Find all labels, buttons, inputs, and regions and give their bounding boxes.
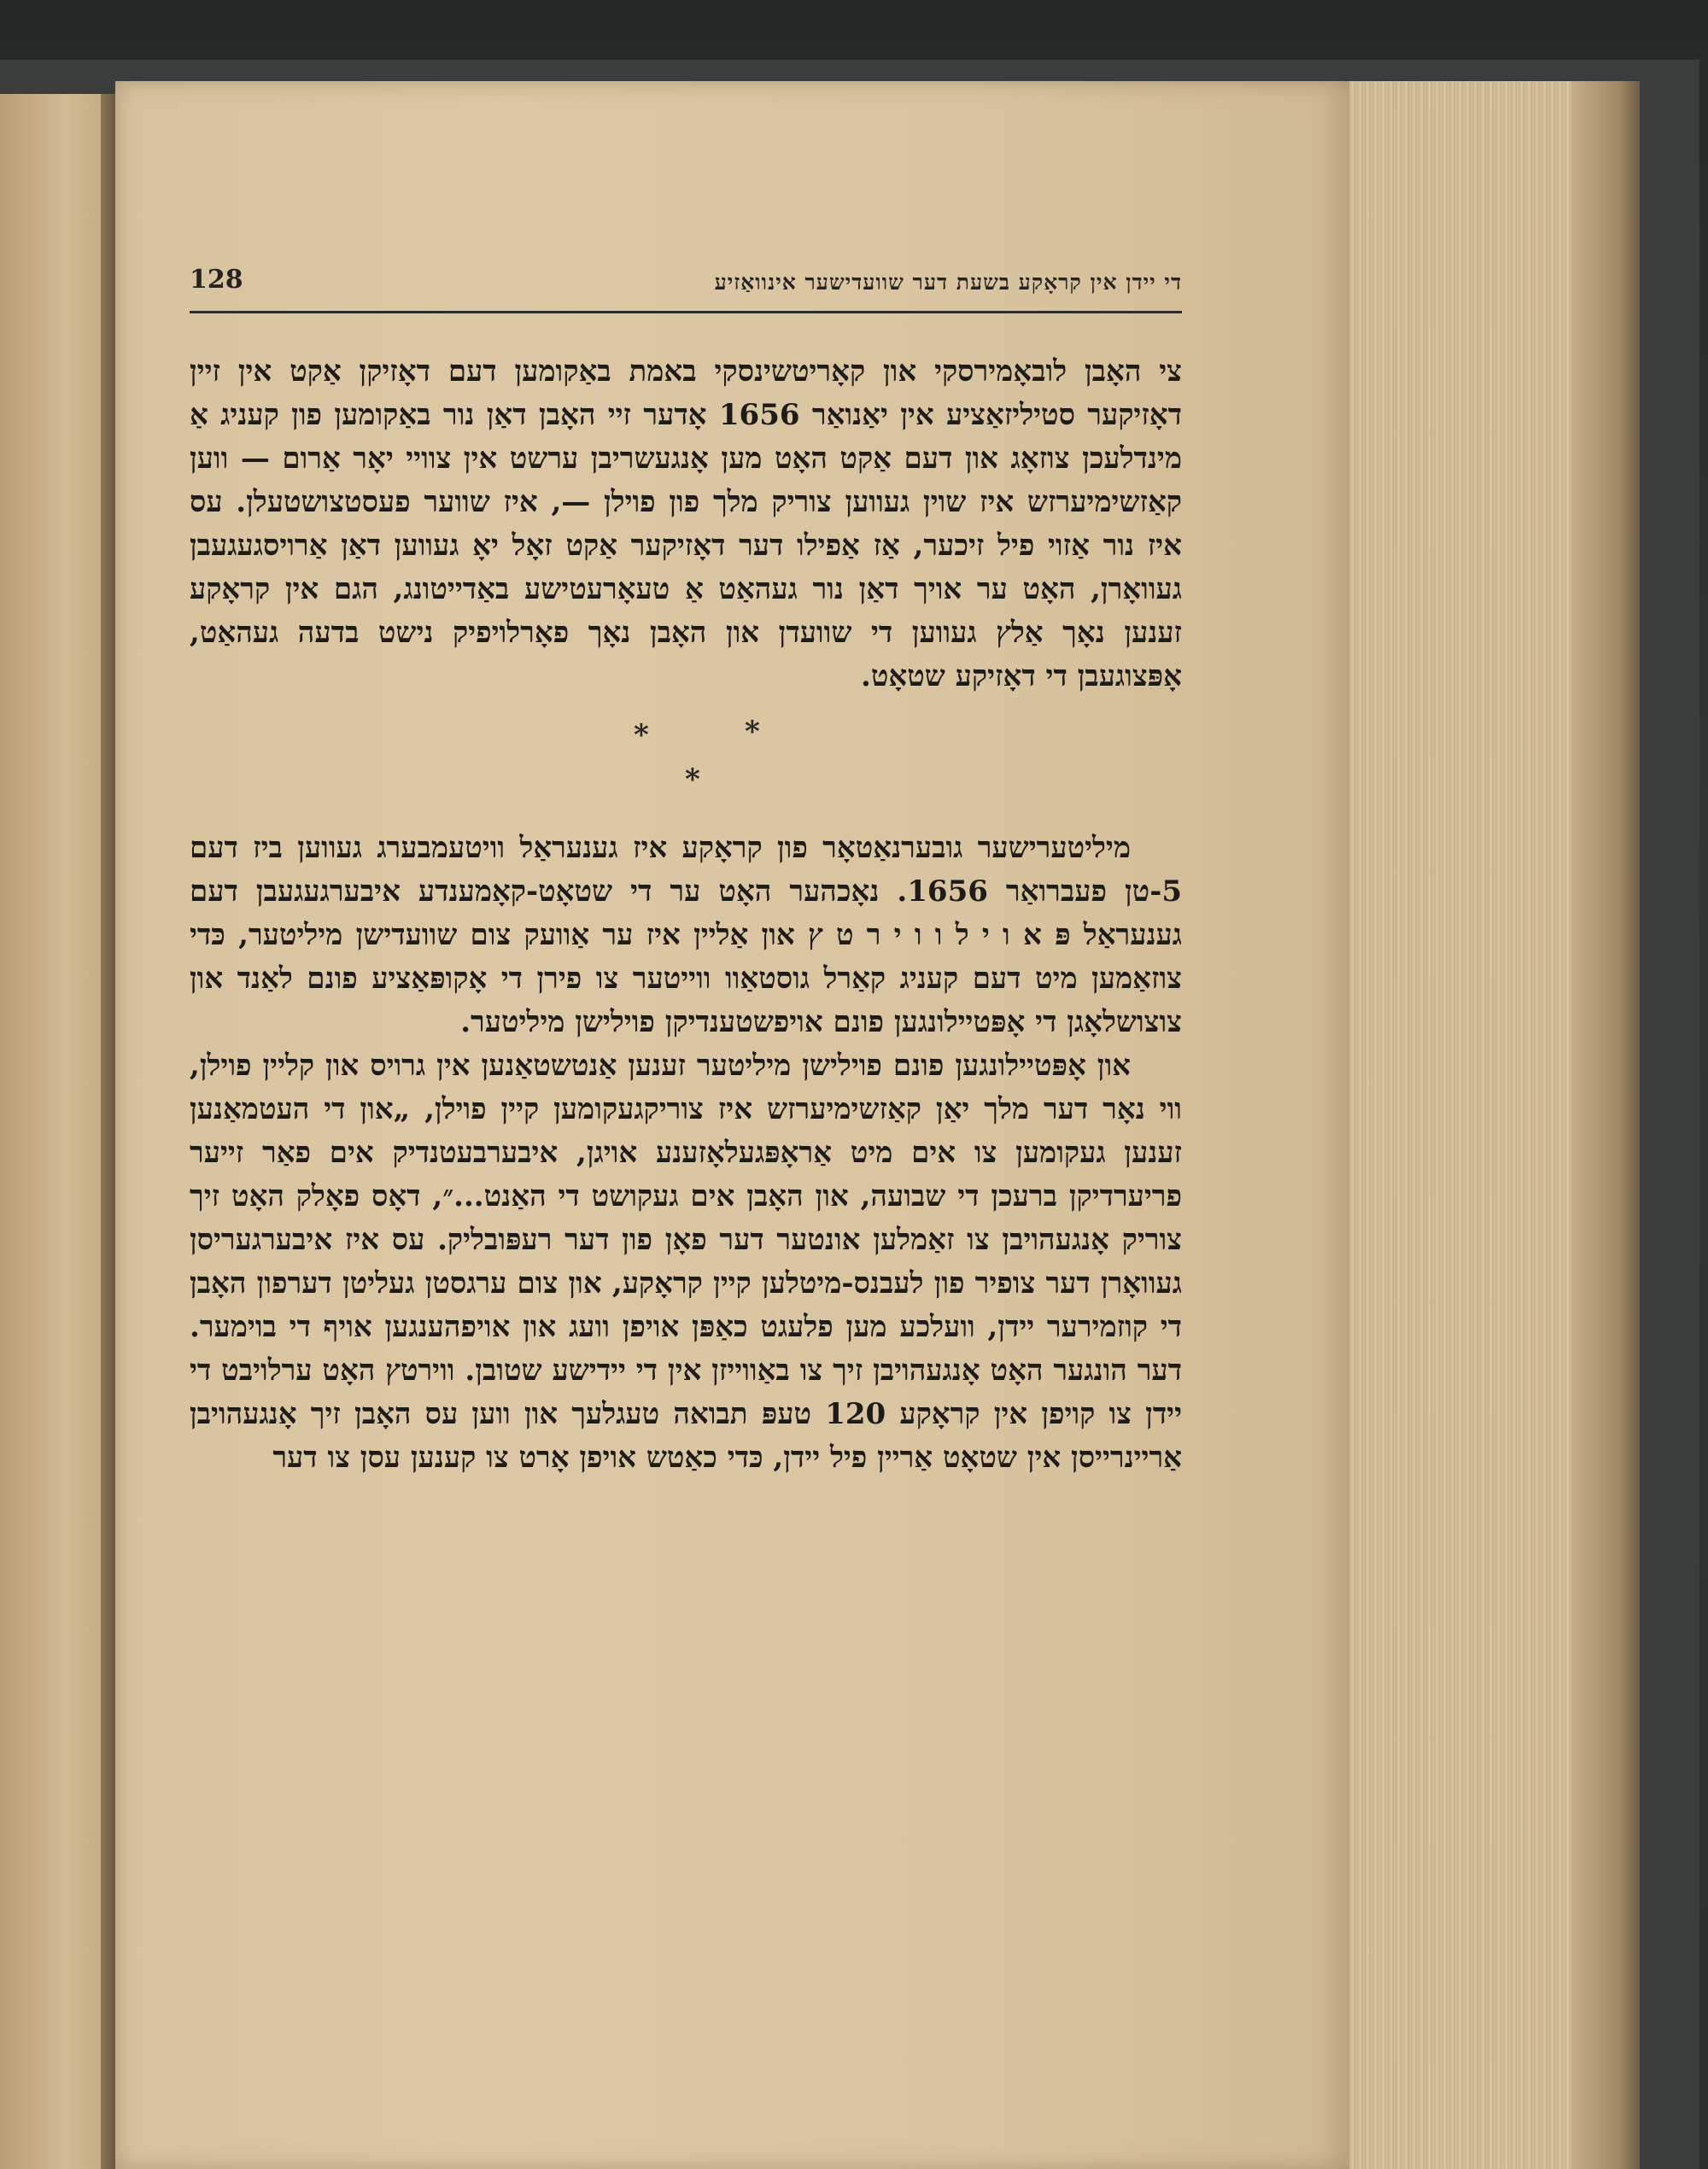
- header-rule: [190, 311, 1182, 313]
- asterisk-ornament: *: [634, 718, 649, 752]
- paragraph: מיליטערישער גובערנאַטאָר פון קראָקע איז גענעראַל וויטעמבערג געווען ביז דעם 5-טן פעברואַר 1656. נאָכהער האָט ער די שטאָט-קאָמענדע איבערגעגעבן דעם גענעראַל פּ א ו י ל ו ו י ר ט ץ און אַליין איז ער אַוועק צום שוועדישן מיליטער, כּדי צוזאַמען מיט דעם קעניג קאַרל גוסטאַוו ווייטער צו פירן די אָקופּאַציע פונם לאַנד און צוצושלאָגן די אָפּטיילונגען פונם אויפשטענדיקן פוילישן מיליטער.: [190, 831, 1183, 1039]
- paragraph: צי האָבן לובאָמירסקי און קאָריטשינסקי באמת באַקומען דעם דאָזיקן אַקט אין זיין דאָזיקער סטיליזאַציע אין יאַנואַר 1656 אָדער זיי האָבן דאַן נור באַקומען פון קעניג אַ מינדלעכן צוזאָג און דעם אַקט האָט מען אָנגעשריבן ערשט אין צוויי יאָר אַרום — ווען קאַזשימיערזש איז שוין געווען צוריק מלך פון פוילן —, איז שווער פעסטצושטעלן. עס איז נור אַזוי פיל זיכער, אַז אַפילו דער דאָזיקער אַקט זאָל יאָ געווען דאַן אַרויסגעגעבן געוואָרן, האָט ער אויך דאַן נור געהאַט אַ טעאָרעטישע באַדייטונג, הגם אין קראָקע זענען נאָך אַלץ געווען די שוועדן און האָבן נאָך פאָרלויפיק נישט בדעה געהאַט, אָפּצוגעבן די דאָזיקע שטאָט.: [190, 354, 1182, 693]
- running-head: די יידן אין קראָקע בשעת דער שוועדישער אינוואַזיע: [714, 270, 1182, 295]
- left-page-edge: [0, 94, 111, 2169]
- asterisk-ornament: *: [685, 763, 700, 797]
- paragraph: און אָפּטיילונגען פונם פוילישן מיליטער זענען אַנטשטאַנען אין גרויס און קליין פוילן, ווי נאָר דער מלך יאַן קאַזשימיערזש איז צוריקגעקומען קיין פוילן, „און די העטמאַנען זענען געקומען צו אים מיט אַראָפּגעלאָזענע אויגן, איבערבעטנדיק אים פאַר זייער פריערדיקן ברעכן די שבועה, און האָבן אים געקושט די האַנט...״, דאָס פאָלק האָט זיך צוריק אָנגעהויבן צו זאַמלען אונטער דער פאָן פון דער רעפּובליק. עס איז איבערגעריסן געוואָרן דער צופיר פון לעבנס-מיטלען קיין קראָקע, און צום ערגסטן געליטן דערפון האָבן די קוזמירער יידן, וועלכע מען פלעגט כאַפּן אויפן וועג און אויפהענגען אויף די בוימער. דער הונגער האָט אָנגעהויבן זיך צו באַווייזן אין די יידישע שטובן. ווירטץ האָט ערלויבט די יידן צו קויפן אין קראָקע 120 טעפּ תבואה טעגלעך און ווען עס האָבן זיך אָנגעהויבן אַריינרייסן אין שטאָט אַריין פיל יידן, כּדי כאַטש אויפן אָרט צו קענען עסן צו דער: [190, 1049, 1182, 1475]
- asterisk-ornament: *: [745, 715, 760, 749]
- body-text: [190, 350, 1182, 1480]
- page-stack-shadow: [1571, 81, 1640, 2169]
- page-header: [190, 265, 1182, 313]
- section-divider: [190, 699, 1182, 827]
- page-number: 128: [190, 265, 243, 295]
